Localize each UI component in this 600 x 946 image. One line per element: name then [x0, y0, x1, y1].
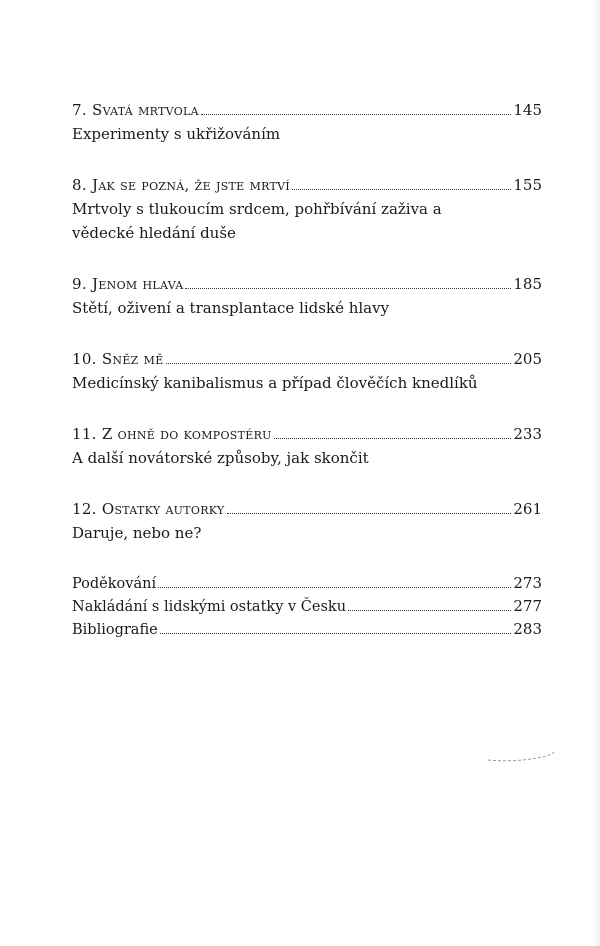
page-edge — [592, 0, 600, 946]
page-number: 205 — [513, 350, 542, 368]
dot-leader — [166, 362, 512, 364]
page-number: 277 — [513, 597, 542, 615]
toc-entry-heading — [72, 347, 542, 371]
page-number: 145 — [513, 101, 542, 119]
chapter-title — [72, 347, 164, 371]
back-matter-label: Poděkování — [72, 576, 157, 592]
chapter-number: 7. — [72, 101, 87, 119]
page-number: 155 — [513, 176, 542, 194]
toc-entry-chapter-10[interactable] — [72, 347, 542, 395]
chapter-subtitle: Daruje, nebo ne? — [72, 524, 202, 542]
toc-entry-chapter-11[interactable] — [72, 422, 542, 470]
chapter-title — [72, 497, 225, 521]
chapter-title-text: Svatá mrtvola — [92, 101, 199, 119]
dot-leader — [185, 287, 511, 289]
chapter-title-text: Sněz mě — [101, 350, 164, 368]
dot-leader — [160, 632, 512, 634]
chapter-subtitle: A další novátorské způsoby, jak skončit — [72, 449, 369, 467]
toc-entry-heading — [72, 272, 542, 296]
chapter-title — [72, 272, 183, 296]
table-of-contents — [72, 98, 542, 641]
toc-entry-chapter-12[interactable] — [72, 497, 542, 545]
chapter-subtitle: Stětí, oživení a transplantace lidské hlavy — [72, 299, 390, 317]
toc-entry-heading — [72, 173, 542, 197]
chapter-title — [72, 422, 272, 446]
toc-entry-heading — [72, 98, 542, 122]
scan-smudge-mark — [486, 750, 556, 764]
toc-entry-bibliography[interactable] — [72, 618, 542, 641]
page-number: 261 — [513, 500, 542, 518]
page-number: 283 — [513, 620, 542, 638]
chapter-title — [72, 173, 290, 197]
chapter-title-text: Ostatky autorky — [101, 500, 225, 518]
chapter-subtitle: Mrtvoly s tlukoucím srdcem, pohřbívání zaživa a vědecké hledání duše — [72, 200, 442, 242]
page-number: 185 — [513, 275, 542, 293]
dot-leader — [201, 113, 511, 115]
page-number: 273 — [513, 574, 542, 592]
toc-entry-acknowledgements[interactable] — [72, 572, 542, 595]
toc-entry-heading — [72, 497, 542, 521]
chapter-subtitle: Experimenty s ukřižováním — [72, 125, 281, 143]
back-matter-list — [72, 572, 542, 641]
chapter-number: 8. — [72, 176, 87, 194]
dot-leader — [348, 609, 511, 611]
chapter-subtitle: Medicínský kanibalismus a případ člověčích knedlíků — [72, 374, 478, 392]
chapter-number: 9. — [72, 275, 87, 293]
toc-entry-chapter-9[interactable] — [72, 272, 542, 320]
chapter-title — [72, 98, 199, 122]
toc-entry-heading — [72, 422, 542, 446]
chapter-title-text: Jak se pozná, že jste mrtví — [92, 176, 291, 194]
chapter-number: 10. — [72, 350, 97, 368]
toc-entry-chapter-8[interactable] — [72, 173, 542, 245]
dot-leader — [292, 188, 511, 190]
toc-entry-remains-handling[interactable] — [72, 595, 542, 618]
chapter-title-text: Z ohně do kompostéru — [101, 425, 272, 443]
back-matter-label: Bibliografie — [72, 622, 158, 638]
chapter-number: 12. — [72, 500, 97, 518]
chapter-title-text: Jenom hlava — [92, 275, 184, 293]
dot-leader — [158, 586, 511, 588]
page-number: 233 — [513, 425, 542, 443]
dot-leader — [274, 437, 512, 439]
back-matter-label: Nakládání s lidskými ostatky v Česku — [72, 599, 347, 615]
dot-leader — [227, 512, 512, 514]
chapter-number: 11. — [72, 425, 97, 443]
toc-entry-chapter-7[interactable] — [72, 98, 542, 146]
